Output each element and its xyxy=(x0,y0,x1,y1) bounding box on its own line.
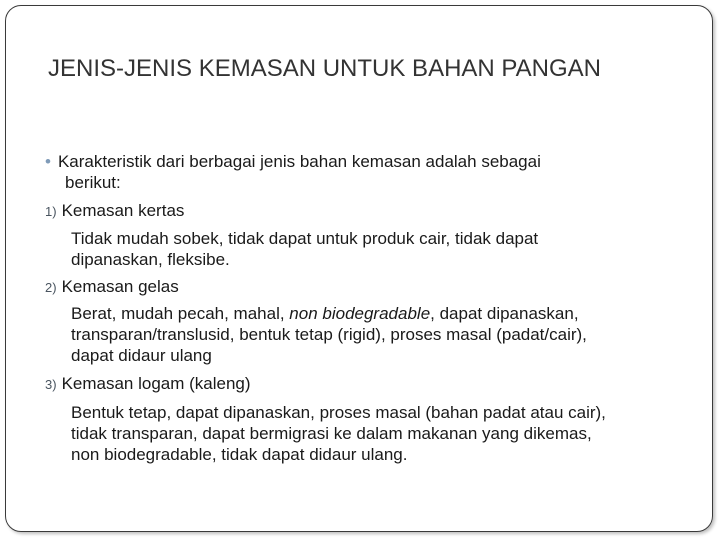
item-desc-2-line-2: transparan/translusid, bentuk tetap (rigid), proses masal (padat/cair), xyxy=(71,325,587,344)
item-heading-2 xyxy=(45,277,179,298)
item-desc-3-line-1: Bentuk tetap, dapat dipanaskan, proses masal (bahan padat atau cair), xyxy=(71,403,606,422)
item-number-2: 2) xyxy=(45,280,57,295)
intro-text-1: Karakteristik dari berbagai jenis bahan kemasan adalah sebagai xyxy=(57,152,541,171)
intro-line-1 xyxy=(45,152,541,172)
item-desc-2-pre: Berat, mudah pecah, mahal, xyxy=(71,304,290,323)
item-desc-2-post: , dapat dipanaskan, xyxy=(430,304,579,323)
item-desc-2-line-3: dapat didaur ulang xyxy=(71,346,212,365)
slide-title: JENIS-JENIS KEMASAN UNTUK BAHAN PANGAN xyxy=(48,55,601,82)
item-desc-1-line-2: dipanaskan, fleksibe. xyxy=(71,250,230,269)
intro-line-2: berikut: xyxy=(65,173,121,192)
item-heading-text-2: Kemasan gelas xyxy=(61,277,179,296)
item-number-1: 1) xyxy=(45,204,57,219)
item-heading-3 xyxy=(45,374,251,395)
item-desc-3-line-3: non biodegradable, tidak dapat didaur ulang. xyxy=(71,445,408,464)
item-desc-1-line-1: Tidak mudah sobek, tidak dapat untuk produk cair, tidak dapat xyxy=(71,229,539,248)
item-desc-2-em: non biodegradable xyxy=(289,304,431,323)
item-number-3: 3) xyxy=(45,377,57,392)
item-heading-text-3: Kemasan logam (kaleng) xyxy=(61,374,251,393)
item-heading-1 xyxy=(45,201,184,222)
bullet-icon: • xyxy=(45,152,51,171)
item-heading-text-1: Kemasan kertas xyxy=(61,201,185,220)
item-desc-3-line-2: tidak transparan, dapat bermigrasi ke dalam makanan yang dikemas, xyxy=(71,424,592,443)
item-desc-2-line-1 xyxy=(71,304,579,324)
